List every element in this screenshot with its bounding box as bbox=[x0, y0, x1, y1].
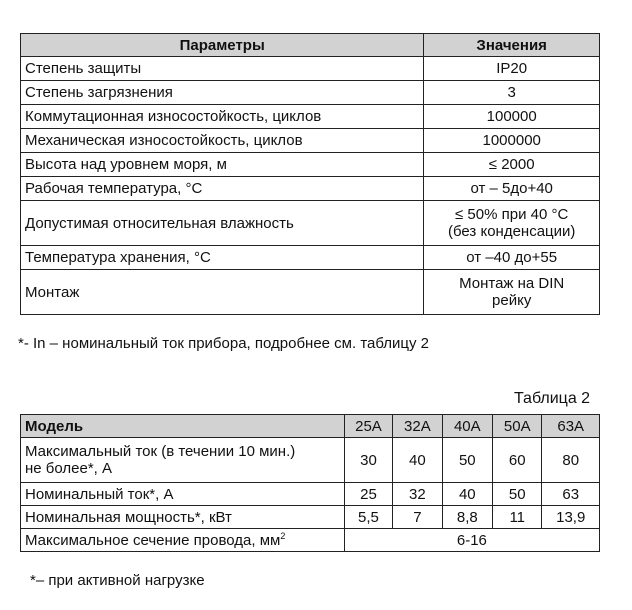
header-model-col: 32A bbox=[393, 415, 442, 438]
value-cell: IP20 bbox=[424, 57, 600, 81]
value-cell: 5,5 bbox=[344, 506, 392, 529]
value-cell bbox=[424, 201, 600, 246]
row-label bbox=[21, 529, 345, 552]
header-model-col: 50A bbox=[493, 415, 542, 438]
value-cell: 50 bbox=[442, 438, 492, 483]
table-row bbox=[21, 270, 600, 315]
value-cell: 7 bbox=[393, 506, 442, 529]
table-header-row bbox=[21, 415, 600, 438]
value-cell: от –40 до+55 bbox=[424, 246, 600, 270]
table-row bbox=[21, 177, 600, 201]
param-cell: Степень защиты bbox=[21, 57, 424, 81]
value-line: Монтаж на DIN bbox=[459, 275, 565, 292]
value-cell: 40 bbox=[442, 483, 492, 506]
value-cell: 13,9 bbox=[542, 506, 600, 529]
row-label: Номинальная мощность*, кВт bbox=[21, 506, 345, 529]
param-cell: Рабочая температура, °C bbox=[21, 177, 424, 201]
table-row bbox=[21, 438, 600, 483]
value-cell: 80 bbox=[542, 438, 600, 483]
value-cell: 3 bbox=[424, 81, 600, 105]
value-cell: 100000 bbox=[424, 105, 600, 129]
header-model-col: 25A bbox=[344, 415, 392, 438]
param-cell: Допустимая относительная влажность bbox=[21, 201, 424, 246]
table-row bbox=[21, 129, 600, 153]
value-cell: 1000000 bbox=[424, 129, 600, 153]
param-cell: Коммутационная износостойкость, циклов bbox=[21, 105, 424, 129]
value-cell: 8,8 bbox=[442, 506, 492, 529]
header-parameters: Параметры bbox=[21, 34, 424, 57]
value-line: ≤ 50% при 40 °C bbox=[455, 206, 569, 223]
table-row bbox=[21, 153, 600, 177]
row-label-line: Максимальный ток (в течении 10 мин.) bbox=[25, 443, 296, 460]
table-row bbox=[21, 246, 600, 270]
value-cell: 60 bbox=[493, 438, 542, 483]
superscript: 2 bbox=[280, 530, 286, 541]
table-row bbox=[21, 81, 600, 105]
header-values: Значения bbox=[424, 34, 600, 57]
param-cell: Высота над уровнем моря, м bbox=[21, 153, 424, 177]
value-cell: 40 bbox=[393, 438, 442, 483]
param-cell: Степень загрязнения bbox=[21, 81, 424, 105]
value-line: рейку bbox=[492, 292, 532, 309]
table-row bbox=[21, 483, 600, 506]
table-caption: Таблица 2 bbox=[514, 390, 591, 407]
header-model-col: 63A bbox=[542, 415, 600, 438]
parameters-table bbox=[20, 33, 600, 315]
value-cell: 30 bbox=[344, 438, 392, 483]
table-row bbox=[21, 105, 600, 129]
table-row bbox=[21, 506, 600, 529]
merged-value-cell: 6-16 bbox=[344, 529, 599, 552]
value-cell: 50 bbox=[493, 483, 542, 506]
value-cell: 32 bbox=[393, 483, 442, 506]
row-label: Номинальный ток*, А bbox=[21, 483, 345, 506]
footnote-nominal-current: *- In – номинальный ток прибора, подробнее см. таблицу 2 bbox=[18, 335, 430, 352]
header-model: Модель bbox=[21, 415, 345, 438]
value-cell: от – 5до+40 bbox=[424, 177, 600, 201]
value-cell bbox=[424, 270, 600, 315]
value-cell: 63 bbox=[542, 483, 600, 506]
footnote-active-load: *– при активной нагрузке bbox=[30, 572, 205, 589]
table-header-row bbox=[21, 34, 600, 57]
table-row bbox=[21, 201, 600, 246]
row-label-text: Максимальное сечение провода, мм bbox=[25, 531, 281, 549]
param-cell: Монтаж bbox=[21, 270, 424, 315]
value-line: (без конденсации) bbox=[447, 223, 576, 240]
header-model-col: 40A bbox=[442, 415, 492, 438]
param-cell: Механическая износостойкость, циклов bbox=[21, 129, 424, 153]
table-row bbox=[21, 529, 600, 552]
row-label bbox=[21, 438, 345, 483]
param-cell: Температура хранения, °C bbox=[21, 246, 424, 270]
models-table bbox=[20, 414, 600, 552]
value-cell: 11 bbox=[493, 506, 542, 529]
table-row bbox=[21, 57, 600, 81]
value-cell: 25 bbox=[344, 483, 392, 506]
row-label-line: не более*, А bbox=[25, 460, 113, 477]
value-cell: ≤ 2000 bbox=[424, 153, 600, 177]
